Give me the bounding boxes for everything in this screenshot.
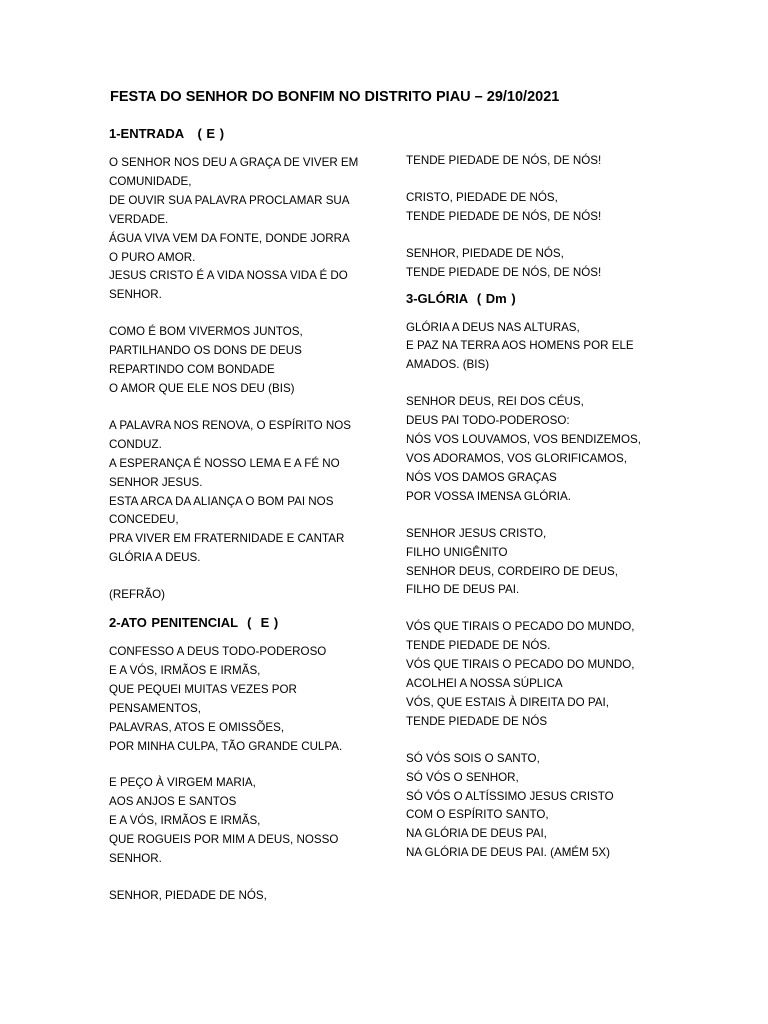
lyric-line: NA GLÓRIA DE DEUS PAI, (406, 827, 547, 841)
lyric-line: FILHO UNIGÊNITO (406, 545, 508, 559)
lyric-line: CONCEDEU, (109, 513, 179, 527)
lyric-line: POR MINHA CULPA, TÃO GRANDE CULPA. (109, 739, 343, 753)
lyric-stanza (109, 774, 409, 869)
lyric-line: SENHOR DEUS, CORDEIRO DE DEUS, (406, 564, 618, 578)
lyric-line: VÓS QUE TIRAIS O PECADO DO MUNDO, (406, 620, 635, 634)
lyric-line: E PAZ NA TERRA AOS HOMENS POR ELE (406, 339, 634, 353)
lyric-stanza (109, 586, 409, 605)
lyric-line: CONFESSO A DEUS TODO-PODEROSO (109, 645, 327, 659)
right-column (406, 152, 706, 863)
section-heading: 3-GLÓRIA ( Dm ) (406, 290, 516, 306)
lyric-line: SENHOR, PIEDADE DE NÓS, (109, 889, 267, 902)
lyric-line: E PEÇO À VIRGEM MARIA, (109, 776, 256, 790)
lyric-line: ESTA ARCA DA ALIANÇA O BOM PAI NOS (109, 494, 334, 508)
lyric-line: E A VÓS, IRMÃOS E IRMÃS, (109, 663, 261, 677)
lyric-line: SENHOR JESUS CRISTO, (406, 526, 547, 540)
lyric-stanza (109, 154, 409, 305)
lyric-stanza (406, 525, 706, 601)
lyric-stanza (406, 245, 706, 283)
lyric-line: ACOLHEI A NOSSA SÚPLICA (406, 677, 563, 691)
lyric-line: O PURO AMOR. (109, 250, 196, 264)
lyric-line: SENHOR. (109, 288, 162, 302)
lyric-line: PALAVRAS, ATOS E OMISSÕES, (109, 720, 285, 734)
lyric-line: VOS ADORAMOS, VOS GLORIFICAMOS, (406, 451, 627, 465)
lyric-stanza (406, 750, 706, 863)
lyric-line: SÓ VÓS SOIS O SANTO, (406, 751, 540, 765)
lyric-line: DE OUVIR SUA PALAVRA PROCLAMAR SUA (109, 193, 350, 207)
lyric-line: VÓS, QUE ESTAIS À DIREITA DO PAI, (406, 695, 609, 709)
lyric-stanza (406, 152, 706, 171)
lyric-line: CONDUZ. (109, 437, 162, 451)
lyric-line: FILHO DE DEUS PAI. (406, 583, 520, 597)
lyric-stanza (406, 618, 706, 731)
lyric-stanza (406, 319, 706, 376)
lyric-line: POR VOSSA IMENSA GLÓRIA. (406, 489, 571, 503)
lyric-stanza (406, 393, 706, 506)
lyric-line: JESUS CRISTO É A VIDA NOSSA VIDA É DO (109, 269, 348, 283)
lyric-line: PRA VIVER EM FRATERNIDADE E CANTAR (109, 532, 345, 546)
lyric-line: SENHOR DEUS, REI DOS CÉUS, (406, 395, 584, 409)
lyric-line: SÓ VÓS O SENHOR, (406, 770, 519, 784)
lyric-line: TENDE PIEDADE DE NÓS, DE NÓS! (406, 265, 602, 279)
lyric-line: SENHOR. (109, 852, 162, 866)
lyric-line: VERDADE. (109, 212, 169, 226)
lyric-stanza (109, 643, 409, 756)
lyric-stanza (406, 189, 706, 227)
lyric-line: TENDE PIEDADE DE NÓS, DE NÓS! (406, 154, 602, 167)
left-column (109, 124, 409, 906)
lyric-line: O SENHOR NOS DEU A GRAÇA DE VIVER EM (109, 156, 359, 169)
lyric-line: SENHOR, PIEDADE DE NÓS, (406, 246, 564, 260)
lyric-line: COM O ESPÍRITO SANTO, (406, 808, 549, 822)
lyric-line: TENDE PIEDADE DE NÓS. (406, 639, 551, 653)
lyric-line: COMO É BOM VIVERMOS JUNTOS, (109, 325, 303, 339)
lyric-line: SÓ VÓS O ALTÍSSIMO JESUS CRISTO (406, 789, 614, 803)
lyric-line: A ESPERANÇA É NOSSO LEMA E A FÉ NO (109, 456, 340, 470)
lyric-line: VÓS QUE TIRAIS O PECADO DO MUNDO, (406, 658, 635, 672)
lyric-line: GLÓRIA A DEUS. (109, 551, 201, 565)
lyric-line: GLÓRIA A DEUS NAS ALTURAS, (406, 320, 580, 334)
lyric-stanza (109, 323, 409, 399)
lyric-line: SENHOR JESUS. (109, 475, 203, 489)
lyric-line: E A VÓS, IRMÃOS E IRMÃS, (109, 814, 261, 828)
lyric-line: NÓS VOS LOUVAMOS, VOS BENDIZEMOS, (406, 433, 641, 447)
lyric-line: COMUNIDADE, (109, 174, 192, 188)
section-heading: 1-ENTRADA ( E ) (109, 126, 225, 141)
lyric-line: TENDE PIEDADE DE NÓS (406, 714, 548, 728)
lyric-line: QUE PEQUEI MUITAS VEZES POR (109, 682, 297, 696)
lyric-line: PARTILHANDO OS DONS DE DEUS (109, 344, 302, 358)
lyric-stanza (109, 887, 409, 906)
lyric-line: REPARTINDO COM BONDADE (109, 363, 275, 377)
lyric-line: CRISTO, PIEDADE DE NÓS, (406, 190, 558, 204)
lyric-stanza (109, 417, 409, 568)
section-heading: 2-ATO PENITENCIAL ( E ) (109, 615, 279, 631)
lyric-line: A PALAVRA NOS RENOVA, O ESPÍRITO NOS (109, 418, 352, 432)
lyric-line: NA GLÓRIA DE DEUS PAI. (AMÉM 5X) (406, 846, 611, 860)
lyric-line: ÁGUA VIVA VEM DA FONTE, DONDE JORRA (109, 231, 350, 245)
lyric-line: AOS ANJOS E SANTOS (109, 795, 237, 809)
lyric-line: PENSAMENTOS, (109, 701, 201, 715)
lyric-line: DEUS PAI TODO-PODEROSO: (406, 414, 570, 428)
lyric-line: NÓS VOS DAMOS GRAÇAS (406, 470, 557, 484)
lyric-line: (REFRÃO) (109, 588, 166, 602)
document-title: FESTA DO SENHOR DO BONFIM NO DISTRITO PIAU – 29/10/2021 (110, 89, 560, 105)
lyric-line: O AMOR QUE ELE NOS DEU (BIS) (109, 381, 295, 395)
lyric-line: TENDE PIEDADE DE NÓS, DE NÓS! (406, 209, 602, 223)
lyric-line: QUE ROGUEIS POR MIM A DEUS, NOSSO (109, 833, 339, 847)
lyric-line: AMADOS. (BIS) (406, 358, 490, 372)
